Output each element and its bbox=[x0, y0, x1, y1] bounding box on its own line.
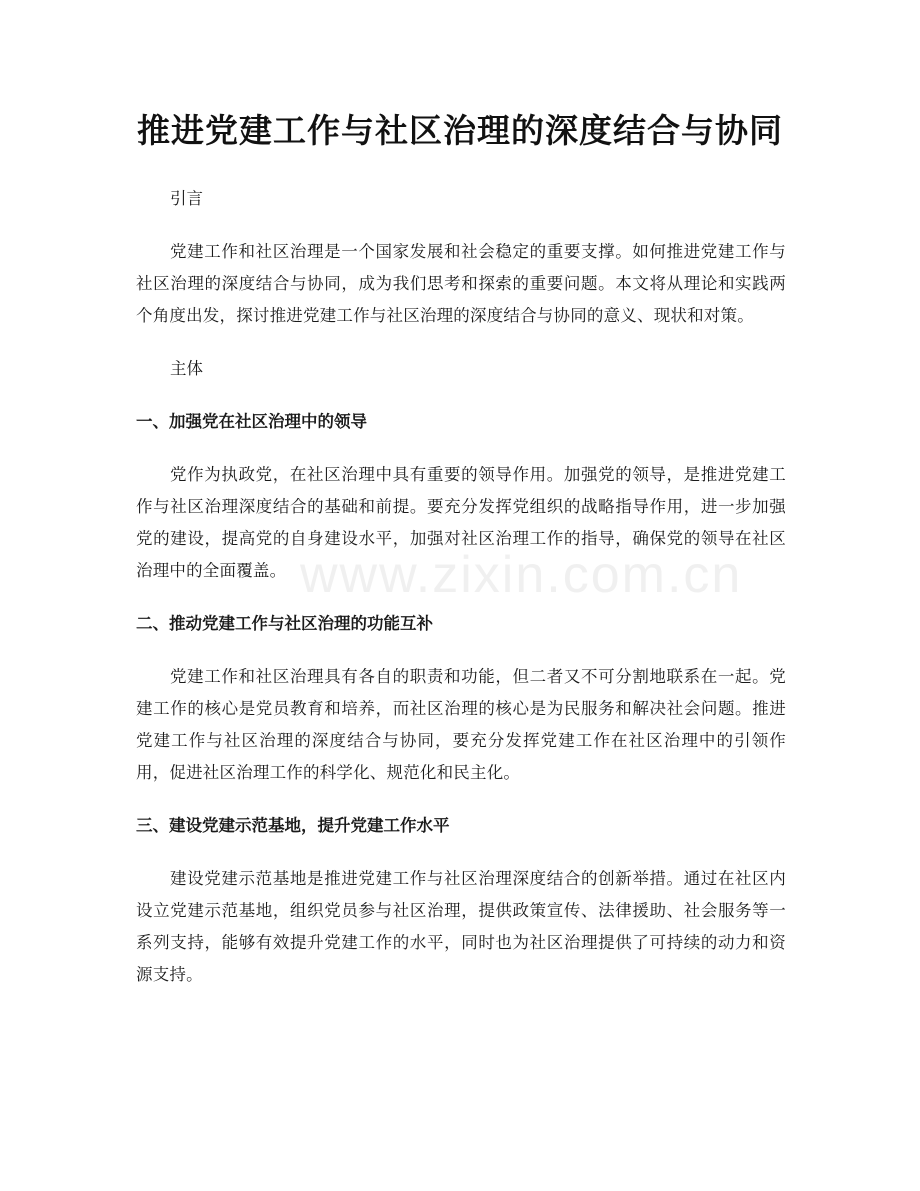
section-heading-1: 一、加强党在社区治理中的领导 bbox=[136, 412, 367, 431]
document-body bbox=[136, 183, 786, 991]
section-paragraph-3: 建设党建示范基地是推进党建工作与社区治理深度结合的创新举措。通过在社区内设立党建示范基地，组织党员参与社区治理，提供政策宣传、法律援助、社会服务等一系列支持，能够有效提升党建工作的水平，同时也为社区治理提供了可持续的动力和资源支持。 bbox=[136, 869, 786, 984]
body-label: 主体 bbox=[170, 359, 203, 378]
watermark: www.zixin.com.cn bbox=[300, 546, 743, 604]
intro-paragraph: 党建工作和社区治理是一个国家发展和社会稳定的重要支撑。如何推进党建工作与社区治理的深度结合与协同，成为我们思考和探索的重要问题。本文将从理论和实践两个角度出发，探讨推进党建工作与社区治理的深度结合与协同的意义、现状和对策。 bbox=[136, 242, 786, 325]
section-paragraph-2: 党建工作和社区治理具有各自的职责和功能，但二者又不可分割地联系在一起。党建工作的核心是党员教育和培养，而社区治理的核心是为民服务和解决社会问题。推进党建工作与社区治理的深度结合与协同，要充分发挥党建工作在社区治理中的引领作用，促进社区治理工作的科学化、规范化和民主化。 bbox=[136, 667, 786, 782]
section-heading-2: 二、推动党建工作与社区治理的功能互补 bbox=[136, 614, 433, 633]
section-heading-3: 三、建设党建示范基地，提升党建工作水平 bbox=[136, 816, 450, 835]
document-title: 推进党建工作与社区治理的深度结合与协同 bbox=[137, 111, 783, 150]
intro-label: 引言 bbox=[170, 189, 203, 208]
section-paragraph-1: 党作为执政党，在社区治理中具有重要的领导作用。加强党的领导，是推进党建工作与社区治理深度结合的基础和前提。要充分发挥党组织的战略指导作用，进一步加强党的建设，提高党的自身建设水平，加强对社区治理工作的指导，确保党的领导在社区治理中的全面覆盖。 bbox=[136, 465, 786, 580]
